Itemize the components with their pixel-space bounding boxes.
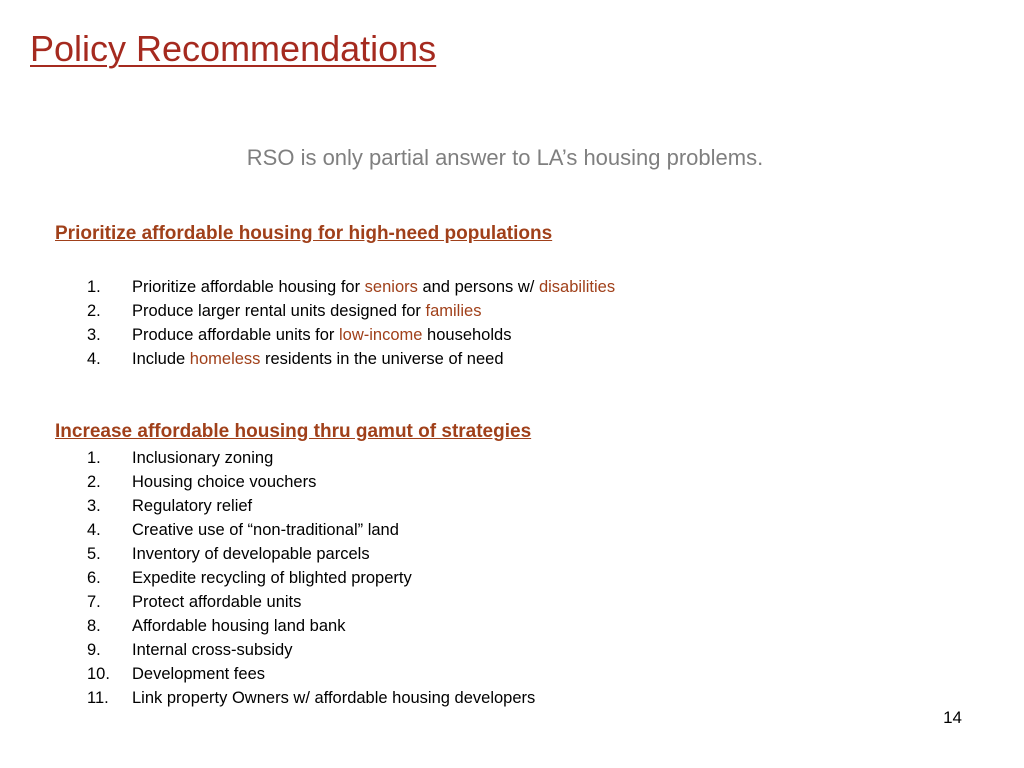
item-text: Inclusionary zoning xyxy=(132,449,274,467)
item-text: Development fees xyxy=(132,665,265,683)
item-number: 9. xyxy=(87,641,101,659)
item-text: Link property Owners w/ affordable housing developers xyxy=(132,689,536,707)
section-heading-high-need: Prioritize affordable housing for high-need populations xyxy=(55,223,553,244)
item-highlight: families xyxy=(425,302,482,320)
section-heading-strategies: Increase affordable housing thru gamut of strategies xyxy=(55,421,532,442)
item-text: Housing choice vouchers xyxy=(132,473,317,491)
item-text: Internal cross-subsidy xyxy=(132,641,293,659)
slide-subtitle: RSO is only partial answer to LA’s housing problems. xyxy=(246,145,764,170)
item-text xyxy=(132,299,481,323)
item-number: 10. xyxy=(87,665,110,683)
page-number: 14 xyxy=(943,708,962,727)
item-text: Affordable housing land bank xyxy=(132,617,346,635)
item-number: 8. xyxy=(87,617,101,635)
item-text xyxy=(132,347,504,371)
item-text: Regulatory relief xyxy=(132,497,253,515)
item-text-part: Produce affordable units for xyxy=(132,326,339,344)
item-number: 4. xyxy=(87,521,101,539)
item-text-part: Include xyxy=(132,350,190,368)
item-highlight: seniors xyxy=(364,278,418,296)
item-text-part: and persons w/ xyxy=(417,278,539,296)
item-highlight: homeless xyxy=(189,350,261,368)
item-number: 3. xyxy=(87,497,101,515)
item-highlight: disabilities xyxy=(538,278,616,296)
item-text-part: Produce larger rental units designed for xyxy=(132,302,426,320)
item-highlight: low-income xyxy=(339,326,423,344)
item-number: 1. xyxy=(87,449,101,467)
item-number: 4. xyxy=(87,350,101,368)
item-number: 7. xyxy=(87,593,101,611)
item-text xyxy=(132,275,615,299)
item-text-part: Prioritize affordable housing for xyxy=(132,278,365,296)
item-text-part: households xyxy=(422,326,512,344)
item-number: 6. xyxy=(87,569,101,587)
item-text: Protect affordable units xyxy=(132,593,302,611)
item-text: Inventory of developable parcels xyxy=(132,545,370,563)
item-number: 5. xyxy=(87,545,101,563)
item-text: Expedite recycling of blighted property xyxy=(132,569,412,587)
item-number: 2. xyxy=(87,473,101,491)
item-number: 11. xyxy=(87,689,109,707)
item-text xyxy=(132,323,511,347)
item-number: 2. xyxy=(87,302,101,320)
item-number: 3. xyxy=(87,326,101,344)
item-text: Creative use of “non-traditional” land xyxy=(132,521,399,539)
slide-title: Policy Recommendations xyxy=(30,28,437,69)
item-number: 1. xyxy=(87,278,101,296)
item-text-part: residents in the universe of need xyxy=(260,350,504,368)
